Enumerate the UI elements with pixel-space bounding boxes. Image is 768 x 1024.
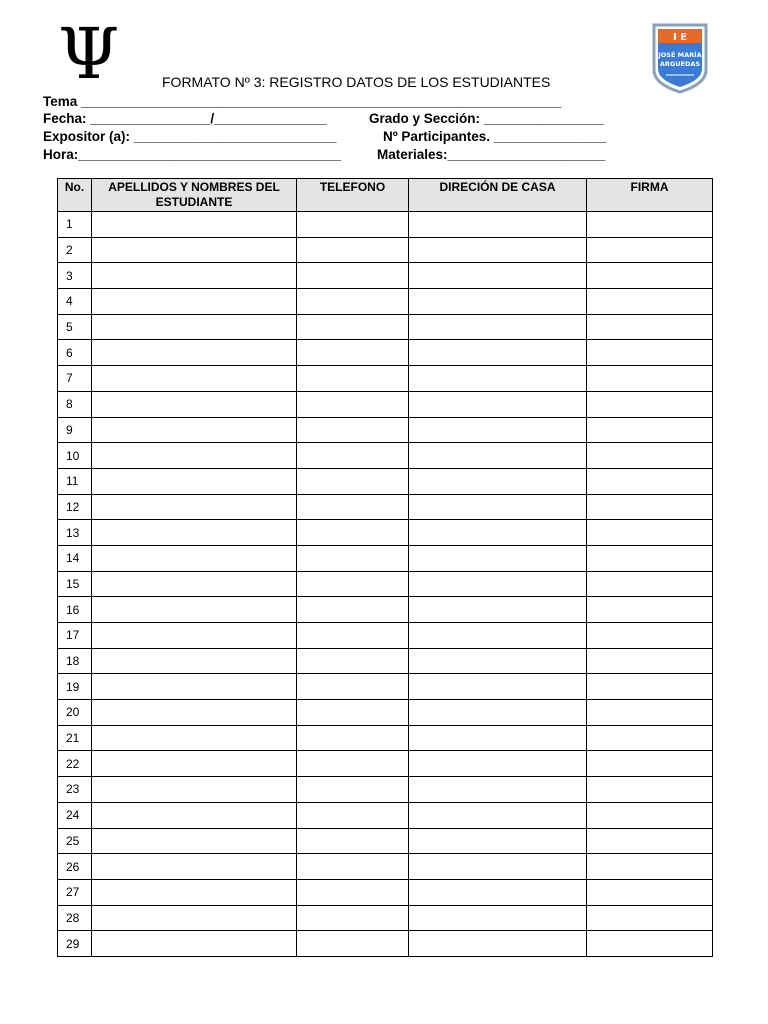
direccion-cell[interactable] bbox=[409, 314, 587, 340]
direccion-cell[interactable] bbox=[409, 802, 587, 828]
table-row bbox=[58, 417, 713, 443]
seal-top-text: I E bbox=[672, 32, 688, 43]
row-number: 2 bbox=[58, 237, 92, 263]
firma-cell[interactable] bbox=[587, 366, 713, 392]
direccion-cell[interactable] bbox=[409, 725, 587, 751]
row-number: 28 bbox=[58, 905, 92, 931]
firma-cell[interactable] bbox=[587, 854, 713, 880]
row-number: 8 bbox=[58, 391, 92, 417]
table-row bbox=[58, 545, 713, 571]
nombres-cell[interactable] bbox=[92, 391, 297, 417]
firma-cell[interactable] bbox=[587, 494, 713, 520]
row-number: 14 bbox=[58, 545, 92, 571]
row-number: 24 bbox=[58, 802, 92, 828]
telefono-cell[interactable] bbox=[297, 725, 409, 751]
document-title: FORMATO Nº 3: REGISTRO DATOS DE LOS ESTUDIANTES bbox=[162, 74, 551, 90]
table-row bbox=[58, 879, 713, 905]
column-header-telefono: TELEFONO bbox=[297, 179, 409, 212]
table-row bbox=[58, 289, 713, 315]
direccion-cell[interactable] bbox=[409, 700, 587, 726]
row-number: 5 bbox=[58, 314, 92, 340]
direccion-cell[interactable] bbox=[409, 443, 587, 469]
nombres-cell[interactable] bbox=[92, 468, 297, 494]
telefono-cell[interactable] bbox=[297, 212, 409, 238]
telefono-cell[interactable] bbox=[297, 700, 409, 726]
column-header-firma: FIRMA bbox=[587, 179, 713, 212]
nombres-cell[interactable] bbox=[92, 931, 297, 957]
hora-field[interactable]: Hora:___________________________________ bbox=[43, 147, 342, 162]
psi-logo: Ψ bbox=[58, 13, 120, 95]
table-row bbox=[58, 700, 713, 726]
telefono-cell[interactable] bbox=[297, 674, 409, 700]
nombres-cell[interactable] bbox=[92, 314, 297, 340]
table-row bbox=[58, 571, 713, 597]
table-row bbox=[58, 777, 713, 803]
direccion-cell[interactable] bbox=[409, 751, 587, 777]
firma-cell[interactable] bbox=[587, 648, 713, 674]
row-number: 1 bbox=[58, 212, 92, 238]
telefono-cell[interactable] bbox=[297, 468, 409, 494]
nombres-cell[interactable] bbox=[92, 879, 297, 905]
row-number: 6 bbox=[58, 340, 92, 366]
direccion-cell[interactable] bbox=[409, 777, 587, 803]
telefono-cell[interactable] bbox=[297, 905, 409, 931]
row-number: 15 bbox=[58, 571, 92, 597]
telefono-cell[interactable] bbox=[297, 520, 409, 546]
direccion-cell[interactable] bbox=[409, 417, 587, 443]
nombres-cell[interactable] bbox=[92, 545, 297, 571]
row-number: 11 bbox=[58, 468, 92, 494]
row-number: 12 bbox=[58, 494, 92, 520]
table-row bbox=[58, 623, 713, 649]
row-number: 16 bbox=[58, 597, 92, 623]
table-row bbox=[58, 648, 713, 674]
grado-seccion-field[interactable]: Grado y Sección: ________________ bbox=[369, 111, 604, 126]
direccion-cell[interactable] bbox=[409, 931, 587, 957]
direccion-cell[interactable] bbox=[409, 212, 587, 238]
row-number: 29 bbox=[58, 931, 92, 957]
telefono-cell[interactable] bbox=[297, 263, 409, 289]
direccion-cell[interactable] bbox=[409, 828, 587, 854]
firma-cell[interactable] bbox=[587, 520, 713, 546]
nombres-cell[interactable] bbox=[92, 417, 297, 443]
direccion-cell[interactable] bbox=[409, 520, 587, 546]
firma-cell[interactable] bbox=[587, 905, 713, 931]
seal-name-line1: JOSÉ MARÍA bbox=[658, 51, 702, 59]
school-seal-logo bbox=[650, 22, 710, 94]
telefono-cell[interactable] bbox=[297, 648, 409, 674]
participantes-field[interactable]: Nº Participantes. _______________ bbox=[383, 129, 607, 144]
telefono-cell[interactable] bbox=[297, 777, 409, 803]
firma-cell[interactable] bbox=[587, 828, 713, 854]
nombres-cell[interactable] bbox=[92, 700, 297, 726]
firma-cell[interactable] bbox=[587, 340, 713, 366]
tema-field[interactable]: Tema ________________________________________________________________ bbox=[43, 94, 562, 109]
column-header-no: No. bbox=[58, 179, 92, 212]
telefono-cell[interactable] bbox=[297, 545, 409, 571]
table-row bbox=[58, 854, 713, 880]
table-row bbox=[58, 931, 713, 957]
table-row bbox=[58, 905, 713, 931]
direccion-cell[interactable] bbox=[409, 854, 587, 880]
telefono-cell[interactable] bbox=[297, 571, 409, 597]
nombres-cell[interactable] bbox=[92, 597, 297, 623]
materiales-field[interactable]: Materiales:_____________________ bbox=[377, 147, 606, 162]
row-number: 18 bbox=[58, 648, 92, 674]
nombres-cell[interactable] bbox=[92, 212, 297, 238]
column-header-direccion: DIRECIÓN DE CASA bbox=[409, 179, 587, 212]
table-row bbox=[58, 263, 713, 289]
row-number: 19 bbox=[58, 674, 92, 700]
direccion-cell[interactable] bbox=[409, 623, 587, 649]
firma-cell[interactable] bbox=[587, 879, 713, 905]
firma-cell[interactable] bbox=[587, 212, 713, 238]
firma-cell[interactable] bbox=[587, 237, 713, 263]
telefono-cell[interactable] bbox=[297, 340, 409, 366]
telefono-cell[interactable] bbox=[297, 802, 409, 828]
row-number: 21 bbox=[58, 725, 92, 751]
row-number: 26 bbox=[58, 854, 92, 880]
table-row bbox=[58, 212, 713, 238]
table-row bbox=[58, 802, 713, 828]
nombres-cell[interactable] bbox=[92, 751, 297, 777]
table-row bbox=[58, 674, 713, 700]
direccion-cell[interactable] bbox=[409, 468, 587, 494]
firma-cell[interactable] bbox=[587, 545, 713, 571]
table-row bbox=[58, 391, 713, 417]
nombres-cell[interactable] bbox=[92, 674, 297, 700]
table-row bbox=[58, 725, 713, 751]
table-header-row bbox=[58, 179, 713, 212]
direccion-cell[interactable] bbox=[409, 648, 587, 674]
nombres-cell[interactable] bbox=[92, 623, 297, 649]
row-number: 3 bbox=[58, 263, 92, 289]
row-number: 23 bbox=[58, 777, 92, 803]
firma-cell[interactable] bbox=[587, 623, 713, 649]
table-row bbox=[58, 443, 713, 469]
row-number: 20 bbox=[58, 700, 92, 726]
direccion-cell[interactable] bbox=[409, 494, 587, 520]
table-row bbox=[58, 468, 713, 494]
direccion-cell[interactable] bbox=[409, 597, 587, 623]
nombres-cell[interactable] bbox=[92, 289, 297, 315]
telefono-cell[interactable] bbox=[297, 417, 409, 443]
nombres-cell[interactable] bbox=[92, 802, 297, 828]
row-number: 27 bbox=[58, 879, 92, 905]
table-row bbox=[58, 494, 713, 520]
seal-name-line2: ARGUEDAS bbox=[659, 60, 701, 68]
nombres-cell[interactable] bbox=[92, 725, 297, 751]
nombres-cell[interactable] bbox=[92, 905, 297, 931]
direccion-cell[interactable] bbox=[409, 263, 587, 289]
firma-cell[interactable] bbox=[587, 725, 713, 751]
firma-cell[interactable] bbox=[587, 597, 713, 623]
table-row bbox=[58, 366, 713, 392]
telefono-cell[interactable] bbox=[297, 289, 409, 315]
direccion-cell[interactable] bbox=[409, 237, 587, 263]
table-row bbox=[58, 597, 713, 623]
direccion-cell[interactable] bbox=[409, 571, 587, 597]
telefono-cell[interactable] bbox=[297, 494, 409, 520]
firma-cell[interactable] bbox=[587, 289, 713, 315]
firma-cell[interactable] bbox=[587, 443, 713, 469]
table-row bbox=[58, 828, 713, 854]
direccion-cell[interactable] bbox=[409, 340, 587, 366]
direccion-cell[interactable] bbox=[409, 905, 587, 931]
table-row bbox=[58, 340, 713, 366]
direccion-cell[interactable] bbox=[409, 879, 587, 905]
nombres-cell[interactable] bbox=[92, 340, 297, 366]
nombres-cell[interactable] bbox=[92, 237, 297, 263]
telefono-cell[interactable] bbox=[297, 237, 409, 263]
nombres-cell[interactable] bbox=[92, 366, 297, 392]
firma-cell[interactable] bbox=[587, 263, 713, 289]
student-registry-table bbox=[57, 178, 713, 957]
direccion-cell[interactable] bbox=[409, 366, 587, 392]
table-row bbox=[58, 751, 713, 777]
table-row bbox=[58, 314, 713, 340]
row-number: 4 bbox=[58, 289, 92, 315]
nombres-cell[interactable] bbox=[92, 571, 297, 597]
nombres-cell[interactable] bbox=[92, 828, 297, 854]
direccion-cell[interactable] bbox=[409, 391, 587, 417]
row-number: 17 bbox=[58, 623, 92, 649]
firma-cell[interactable] bbox=[587, 802, 713, 828]
nombres-cell[interactable] bbox=[92, 443, 297, 469]
nombres-cell[interactable] bbox=[92, 494, 297, 520]
nombres-cell[interactable] bbox=[92, 777, 297, 803]
firma-cell[interactable] bbox=[587, 700, 713, 726]
telefono-cell[interactable] bbox=[297, 391, 409, 417]
telefono-cell[interactable] bbox=[297, 879, 409, 905]
fecha-field[interactable]: Fecha: ________________/_______________ bbox=[43, 111, 327, 126]
firma-cell[interactable] bbox=[587, 751, 713, 777]
table-row bbox=[58, 520, 713, 546]
telefono-cell[interactable] bbox=[297, 931, 409, 957]
nombres-cell[interactable] bbox=[92, 263, 297, 289]
firma-cell[interactable] bbox=[587, 417, 713, 443]
nombres-cell[interactable] bbox=[92, 854, 297, 880]
telefono-cell[interactable] bbox=[297, 854, 409, 880]
nombres-cell[interactable] bbox=[92, 520, 297, 546]
telefono-cell[interactable] bbox=[297, 366, 409, 392]
telefono-cell[interactable] bbox=[297, 751, 409, 777]
firma-cell[interactable] bbox=[587, 777, 713, 803]
direccion-cell[interactable] bbox=[409, 674, 587, 700]
direccion-cell[interactable] bbox=[409, 289, 587, 315]
table-row bbox=[58, 237, 713, 263]
firma-cell[interactable] bbox=[587, 391, 713, 417]
row-number: 10 bbox=[58, 443, 92, 469]
telefono-cell[interactable] bbox=[297, 597, 409, 623]
row-number: 22 bbox=[58, 751, 92, 777]
nombres-cell[interactable] bbox=[92, 648, 297, 674]
row-number: 25 bbox=[58, 828, 92, 854]
telefono-cell[interactable] bbox=[297, 314, 409, 340]
firma-cell[interactable] bbox=[587, 468, 713, 494]
telefono-cell[interactable] bbox=[297, 623, 409, 649]
firma-cell[interactable] bbox=[587, 571, 713, 597]
firma-cell[interactable] bbox=[587, 674, 713, 700]
row-number: 9 bbox=[58, 417, 92, 443]
telefono-cell[interactable] bbox=[297, 828, 409, 854]
telefono-cell[interactable] bbox=[297, 443, 409, 469]
row-number: 13 bbox=[58, 520, 92, 546]
expositor-field[interactable]: Expositor (a): ___________________________ bbox=[43, 129, 337, 144]
row-number: 7 bbox=[58, 366, 92, 392]
firma-cell[interactable] bbox=[587, 314, 713, 340]
column-header-nombres: APELLIDOS Y NOMBRES DEL ESTUDIANTE bbox=[92, 179, 297, 212]
firma-cell[interactable] bbox=[587, 931, 713, 957]
direccion-cell[interactable] bbox=[409, 545, 587, 571]
